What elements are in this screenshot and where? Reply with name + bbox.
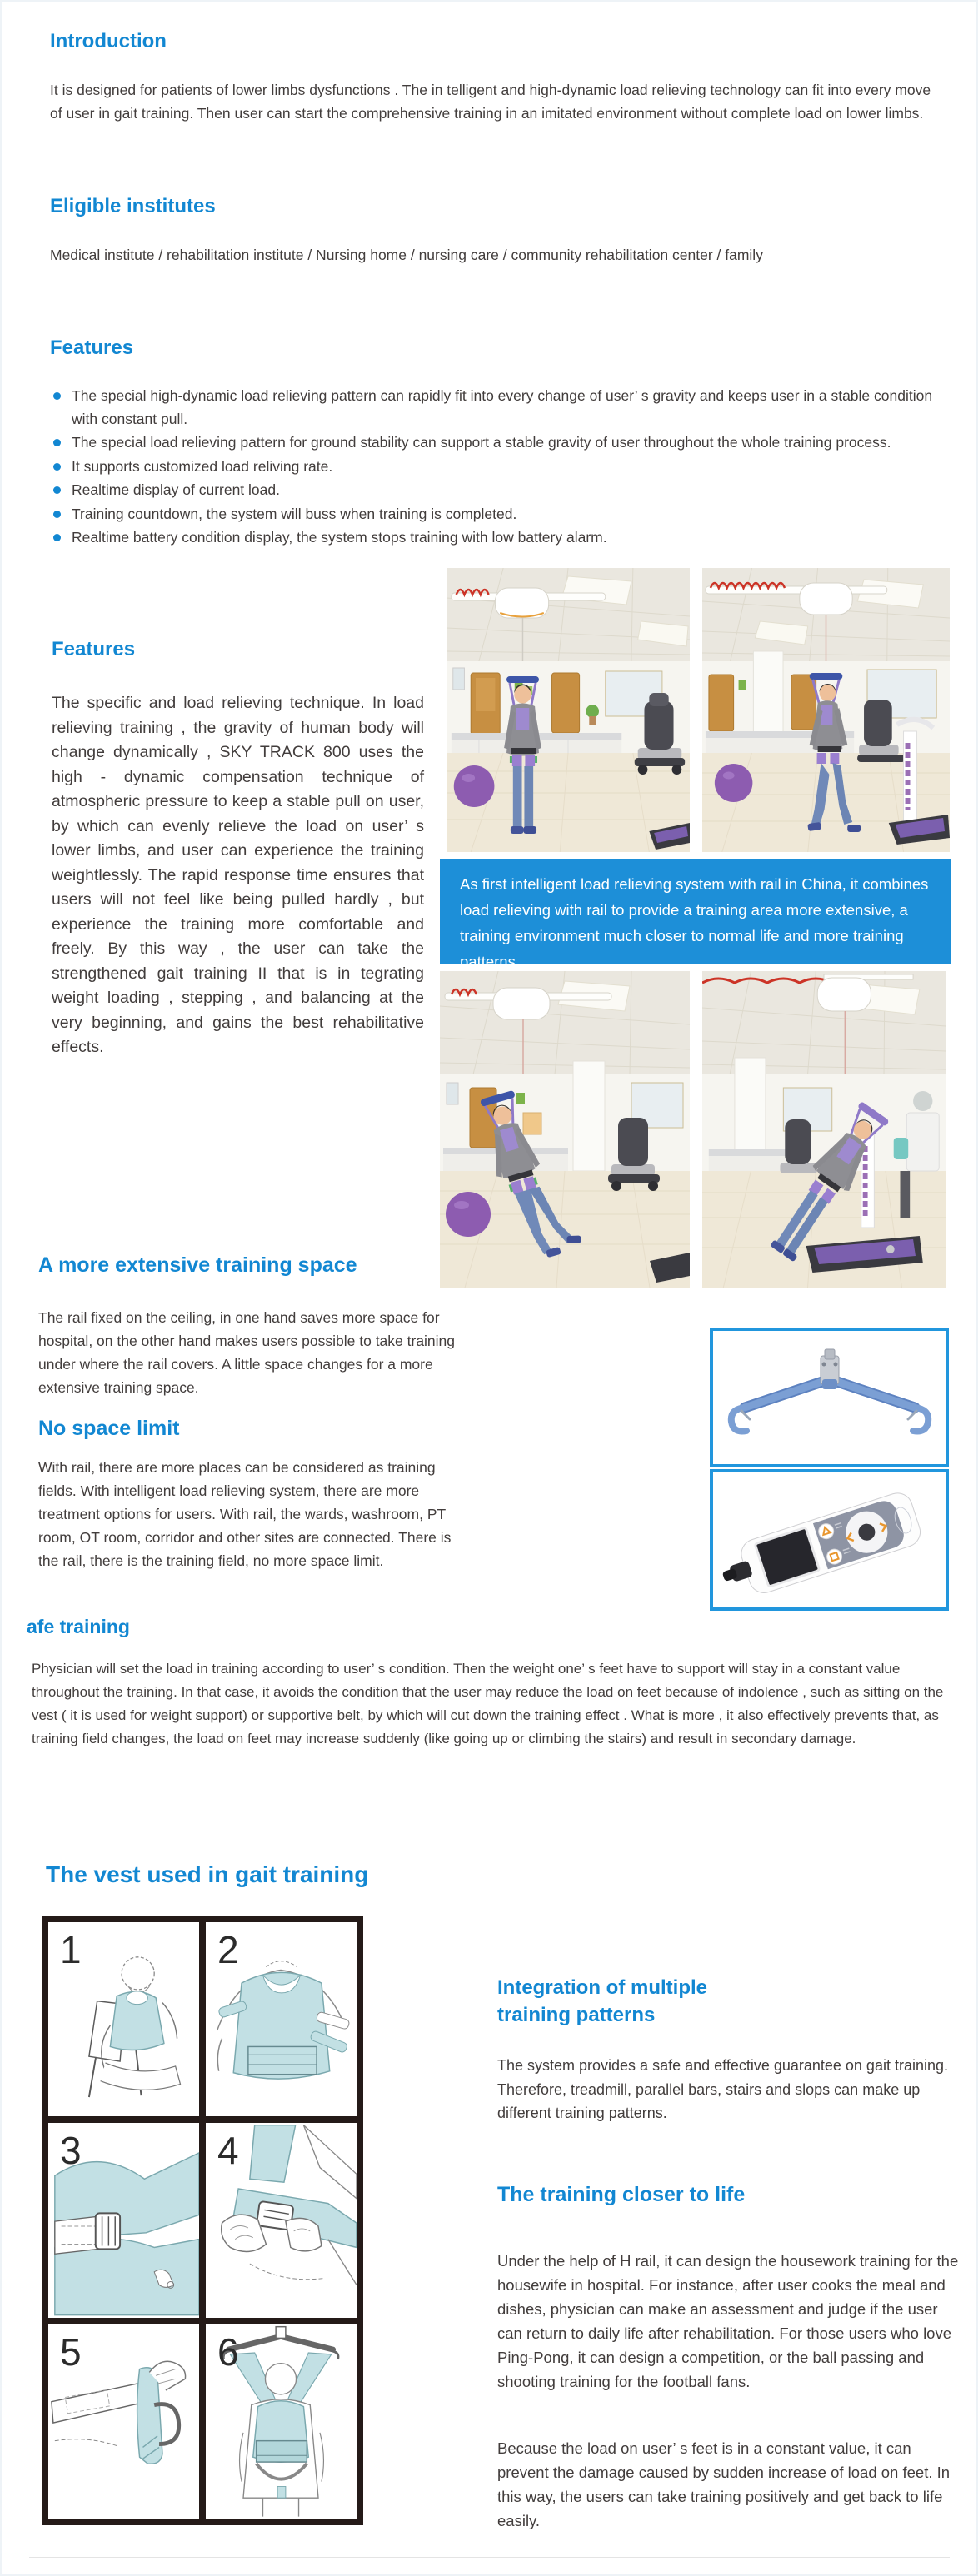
bullet-dot-icon xyxy=(53,439,61,446)
integration-title-line2: training patterns xyxy=(497,2004,656,2026)
feature-text: Realtime battery condition display, the system stops training with low battery alarm. xyxy=(72,529,607,546)
image-remote-control xyxy=(710,1469,949,1611)
feature-item xyxy=(53,431,953,455)
vest-step-number: 2 xyxy=(217,1928,239,1971)
image-spreader-bar xyxy=(710,1328,949,1467)
vest-instruction-grid xyxy=(42,1916,363,2525)
feature-item xyxy=(53,385,953,431)
bullet-dot-icon xyxy=(53,511,61,518)
section-title-no-space-limit: No space limit xyxy=(38,1417,180,1440)
feature-text: Realtime display of current load. xyxy=(72,481,280,498)
feature-text: It supports customized load reliving rate. xyxy=(72,457,333,475)
vest-step-number: 4 xyxy=(217,2129,239,2173)
feature-item xyxy=(53,456,953,479)
closer-to-life-text-1: Under the help of H rail, it can design the housework training for the housewife in hospital. For instance, after user cooks the meal and dishes, physician can make an assessment and judge if the user can return to daily life after rehabilitation. For those users who love Ping-Pong, it can design a competition, or the ball passing and shooting training for the football fans. xyxy=(497,2252,959,2390)
bullet-dot-icon xyxy=(53,486,61,494)
features-bullet-list xyxy=(53,385,953,551)
integration-text: The system provides a safe and effective guarantee on gait training. Therefore, treadmill, parallel bars, stairs and slops can make up different training patterns. xyxy=(497,2057,948,2121)
photo-lean-back-test xyxy=(440,971,690,1288)
feature-text: The special high-dynamic load relieving pattern can rapidly fit into every change of user’ s gravity and keeps user in a stable condition with constant pull. xyxy=(72,387,933,427)
photo-gait-training-walking xyxy=(702,568,950,852)
bullet-dot-icon xyxy=(53,392,61,400)
feature-item xyxy=(53,526,953,550)
vest-step-panel xyxy=(48,1922,199,2116)
features-technique-text: The specific and load relieving technique. In load relieving training , the gravity of human body will change dynamically , SKY TRACK 800 uses the high - dynamic compensation technique of atmospheric pressure to keep a stable pull on user, by which can evenly relieve the load on user’ s lower limbs, and user can experience the training weightlessly. The rapid response time ensures that users will not feel like being pulled hardly , but experience the training more comfortable and freely. By this way , the user can take the strengthened gait training II that is in tegrating weight loading , stepping , and balancing at the very beginning, and gains the best rehabilitative effects. xyxy=(52,694,424,1056)
section-title-integration xyxy=(497,1974,707,2029)
section-title-features-technique: Features xyxy=(52,638,136,660)
safe-training-text: Physician will set the load in training according to user’ s condition. Then the weight one’ s feet have to support will stay in a constant value throughout the training. In that case, it avoids the condition that the user may reduce the load on feet because of indolence , such as sitting on the vest ( it is used for weight support) or supportive belt, by which will cut down the training effect . What is more , it also effectively prevents that, as training field changes, the load on feet may increase suddenly (like going up or climbing the stairs) and result in secondary damage. xyxy=(32,1661,944,1746)
integration-title-line1: Integration of multiple xyxy=(497,1976,707,1999)
vest-step-number: 5 xyxy=(60,2329,82,2374)
photo-lean-forward-test xyxy=(702,971,946,1288)
eligible-institutes-text: Medical institute / rehabilitation institute / Nursing home / nursing care / community rehabilitation center / family xyxy=(50,247,763,263)
bullet-dot-icon xyxy=(53,534,61,541)
photo-gait-training-standing xyxy=(447,568,690,852)
vest-step-number: 3 xyxy=(60,2129,82,2173)
vest-step-panel xyxy=(206,2123,357,2317)
highlight-callout: As first intelligent load relieving system with rail in China, it combines load relieving with rail to provide a training area more extensive, a training environment much closer to normal life and more training patterns. xyxy=(440,859,951,964)
bottom-divider xyxy=(29,2557,950,2558)
introduction-text: It is designed for patients of lower limbs dysfunctions . The in telligent and high-dynamic load relieving technology can fit into every move of user in gait training. Then user can start the comprehensive training in an imitated environment without complete load on lower limbs. xyxy=(50,82,931,122)
feature-text: The special load relieving pattern for ground stability can support a stable gravity of user throughout the whole training process. xyxy=(72,434,891,451)
section-title-introduction: Introduction xyxy=(50,30,167,52)
vest-step-panel xyxy=(48,2123,199,2317)
vest-step-panel xyxy=(206,2324,357,2519)
vest-step-number: 1 xyxy=(60,1928,82,1971)
feature-item xyxy=(53,503,953,526)
vest-step-panel xyxy=(206,1922,357,2116)
section-title-closer-to-life: The training closer to life xyxy=(497,2183,746,2206)
vest-step-number: 6 xyxy=(217,2329,239,2374)
section-title-eligible-institutes: Eligible institutes xyxy=(50,195,216,217)
vest-step-panel xyxy=(48,2324,199,2519)
section-title-safe-training: afe training xyxy=(27,1616,130,1637)
section-title-extensive-space: A more extensive training space xyxy=(38,1253,357,1277)
feature-text: Training countdown, the system will buss when training is completed. xyxy=(72,505,517,522)
closer-to-life-text-2: Because the load on user’ s feet is in a constant value, it can prevent the damage caused by sudden increase of load on feet. In this way, the users can take training positively and get back to life easily. xyxy=(497,2439,951,2529)
bullet-dot-icon xyxy=(53,463,61,471)
section-title-features: Features xyxy=(50,336,134,359)
section-title-vest: The vest used in gait training xyxy=(46,1861,369,1887)
no-space-limit-text: With rail, there are more places can be considered as training fields. With intelligent load relieving system, there are more treatment options for users. With rail, the wards, washroom, PT room, OT room, corridor and other sites are connected. There is the rail, there is the training field, no more space limit. xyxy=(38,1459,452,1569)
feature-item xyxy=(53,479,953,502)
extensive-space-text: The rail fixed on the ceiling, in one hand saves more space for hospital, on the other hand makes users possible to take training under where the rail covers. A little space changes for a more extensive training space. xyxy=(38,1309,456,1396)
